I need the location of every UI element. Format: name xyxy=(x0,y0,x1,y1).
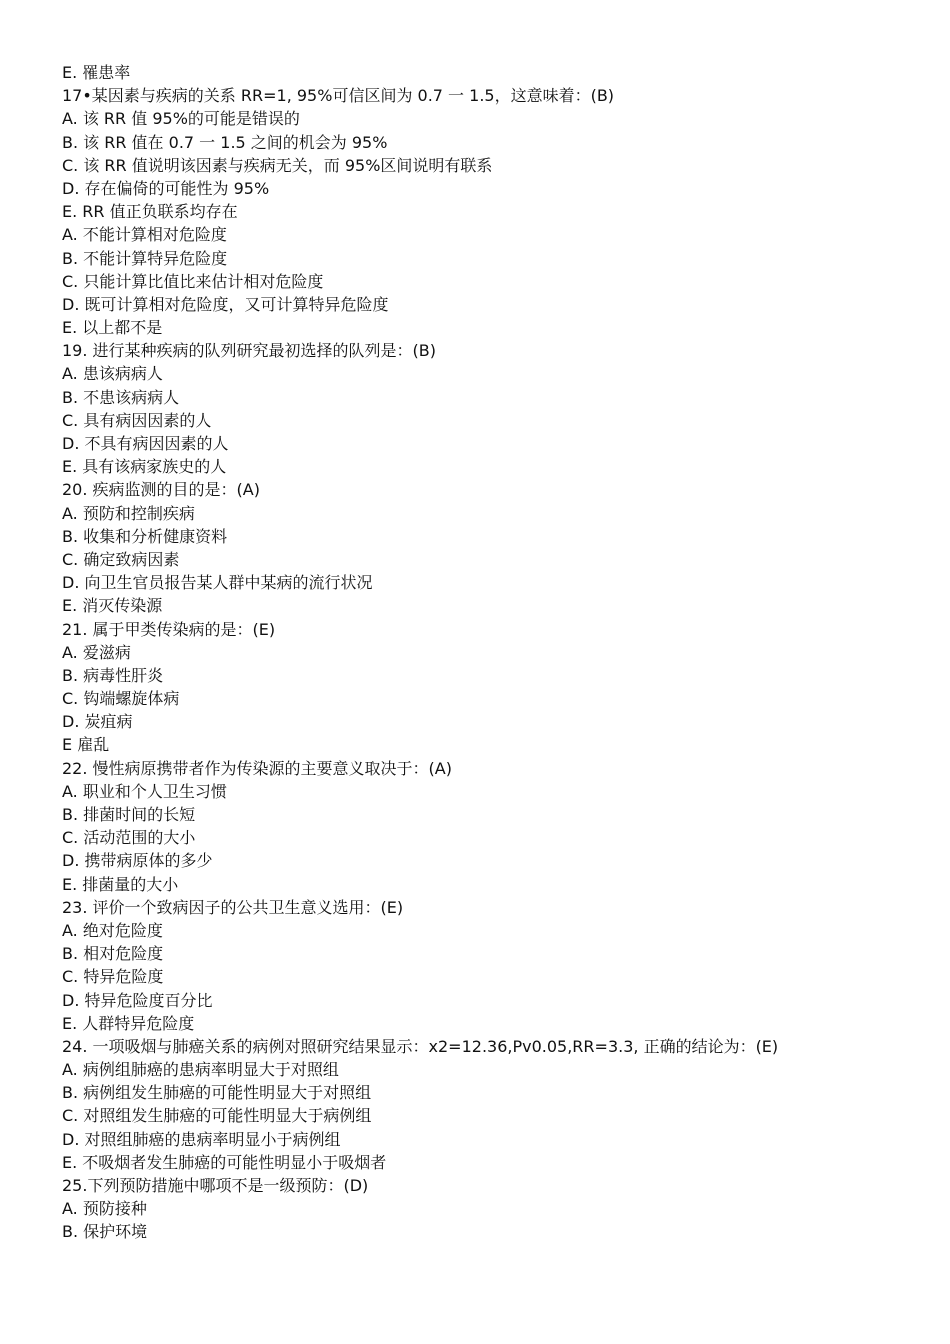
option-e-line: E. RR 值正负联系均存在 xyxy=(62,202,238,222)
option-a-line: A. 预防接种 xyxy=(62,1199,147,1219)
option-d-line: D. 炭疽病 xyxy=(62,712,133,732)
option-c-line: C. 只能计算比值比来估计相对危险度 xyxy=(62,271,324,291)
option-b-line: B. 病例组发生肺癌的可能性明显大于对照组 xyxy=(62,1083,372,1103)
option-a-line: A. 预防和控制疾病 xyxy=(62,503,195,523)
option-c-line: C. 具有病因因素的人 xyxy=(62,410,212,430)
option-e-line: E. 人群特异危险度 xyxy=(62,1013,195,1033)
option-b-line: B. 收集和分析健康资料 xyxy=(62,526,228,546)
question-22: 22. 慢性病原携带者作为传染源的主要意义取决于：(A) xyxy=(62,758,452,778)
option-d-line: D. 向卫生官员报告某人群中某病的流行状况 xyxy=(62,573,373,593)
option-c-line: C. 特异危险度 xyxy=(62,967,164,987)
option-d-line: D. 携带病原体的多少 xyxy=(62,851,213,871)
option-a-line: A. 职业和个人卫生习惯 xyxy=(62,781,227,801)
question-23: 23. 评价一个致病因子的公共卫生意义选用：(E) xyxy=(62,897,404,917)
option-b-line: B. 排菌时间的长短 xyxy=(62,805,196,824)
option-d-line: D. 既可计算相对危险度，又可计算特异危险度 xyxy=(62,294,389,314)
option-a-line: A. 病例组肺癌的患病率明显大于对照组 xyxy=(62,1060,339,1080)
option-a-line: A. 不能计算相对危险度 xyxy=(62,225,227,245)
option-b-line: B. 不能计算特异危险度 xyxy=(62,248,228,268)
option-c-line: C. 活动范围的大小 xyxy=(62,828,196,848)
option-a-line: A. 爱滋病 xyxy=(62,642,131,662)
document-page xyxy=(62,61,902,1244)
option-e-line: E. 不吸烟者发生肺癌的可能性明显小于吸烟者 xyxy=(62,1152,387,1172)
option-a-line: A. 患该病病人 xyxy=(62,364,163,384)
option-c-line: C. 该 RR 值说明该因素与疾病无关，而 95%区间说明有联系 xyxy=(62,155,493,175)
option-d-line: D. 不具有病因因素的人 xyxy=(62,434,229,453)
option-a-line: A. 绝对危险度 xyxy=(62,920,163,940)
option-b-line: B. 该 RR 值在 0.7 一 1.5 之间的机会为 95% xyxy=(62,132,388,152)
question-20: 20. 疾病监测的目的是：(A) xyxy=(62,480,260,500)
option-e-line: E. 具有该病家族史的人 xyxy=(62,457,227,477)
option-c-line: C. 钩端螺旋体病 xyxy=(62,689,180,709)
question-19: 19. 进行某种疾病的队列研究最初选择的队列是：(B) xyxy=(62,341,436,361)
question-21: 21. 属于甲类传染病的是：(E) xyxy=(62,619,276,639)
option-e-line: E. 以上都不是 xyxy=(62,318,163,338)
option-b-line: B. 保护环境 xyxy=(62,1222,148,1242)
question-17: 17•某因素与疾病的关系 RR=1, 95%可信区间为 0.7 一 1.5，这意味着：(B) xyxy=(62,86,615,106)
question-25: 25.下列预防措施中哪项不是一级预防：(D) xyxy=(62,1176,369,1195)
option-d-line: D. 存在偏倚的可能性为 95% xyxy=(62,178,270,198)
option-d-line: D. 对照组肺癌的患病率明显小于病例组 xyxy=(62,1129,341,1149)
option-e-line: E. 排菌量的大小 xyxy=(62,874,179,894)
option-b-line: B. 病毒性肝炎 xyxy=(62,665,164,685)
option-d-line: D. 特异危险度百分比 xyxy=(62,990,213,1010)
option-a-line: A. 该 RR 值 95%的可能是错误的 xyxy=(62,109,300,129)
option-e-line: E. 消灭传染源 xyxy=(62,596,163,616)
option-e-line: E 雇乱 xyxy=(62,735,110,755)
option-c-line: C. 确定致病因素 xyxy=(62,549,180,569)
question-24: 24. 一项吸烟与肺癌关系的病例对照研究结果显示：x2=12.36,Pv0.05,RR=3.3, 正确的结论为：(E) xyxy=(62,1036,779,1056)
option-b-line: B. 相对危险度 xyxy=(62,944,164,964)
option-e-line: E. 罹患率 xyxy=(62,63,131,82)
option-c-line: C. 对照组发生肺癌的可能性明显大于病例组 xyxy=(62,1106,372,1126)
option-b-line: B. 不患该病病人 xyxy=(62,387,180,407)
